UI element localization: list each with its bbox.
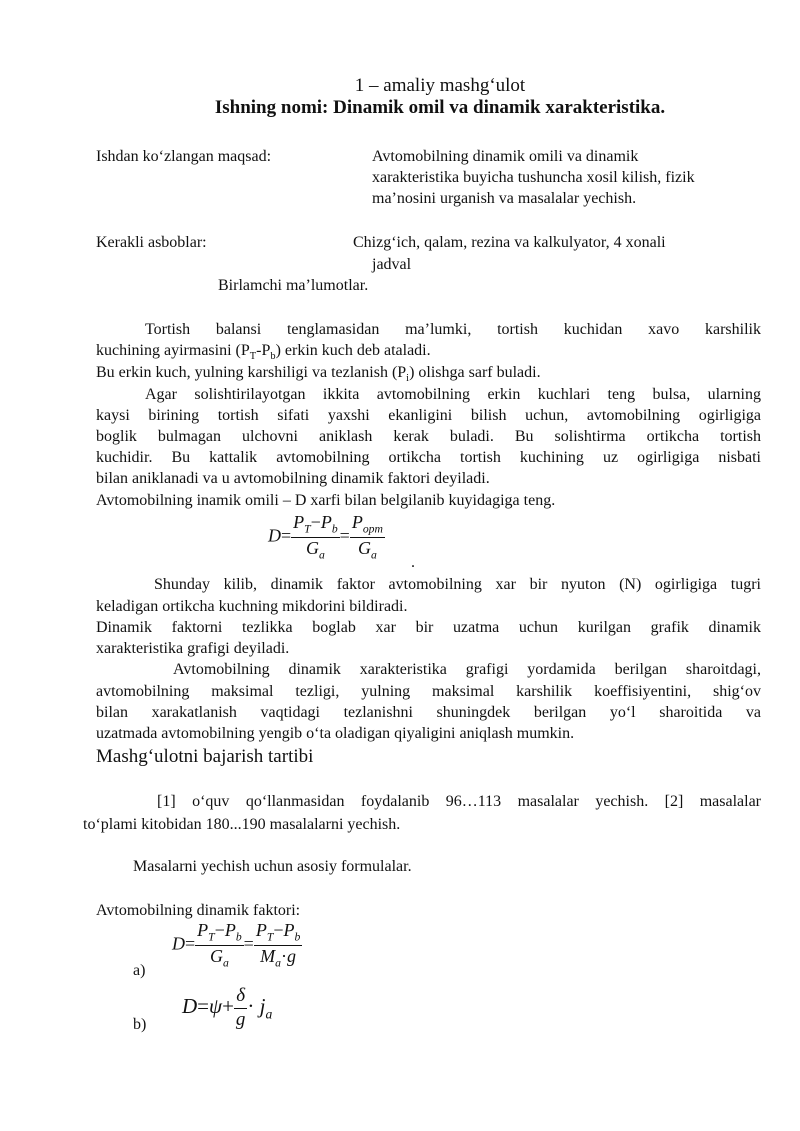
goal-text-line1: Avtomobilning dinamik omili va dinamik [372,148,639,165]
para4: Avtomobilning inamik omili – D xarfi bilan belgilanib kuyidagiga teng. [96,492,556,509]
procedure-line1: [1] o‘quv qo‘llanmasidan foydalanib 96…113 masalalar yechish. [2] masalalar [157,793,761,810]
goal-text-line2: xarakteristika buyicha tushuncha xosil kilish, fizik [372,169,695,186]
para3-line3: boglik bulmagan ulchovni aniklash kerak buladi. Bu solishtirma ortikcha tortish [96,428,761,445]
tools-text-line2: jadval [372,256,412,273]
para1-line1: Tortish balansi tenglamasidan ma’lumki, tortish kuchidan xavo karshilik [145,321,761,338]
page-title: Ishning nomi: Dinamik omil va dinamik xarakteristika. [214,97,666,118]
para1-line2: kuchining ayirmasini $(P_T-P_b)$ erkin kuch deb ataladi. [96,342,431,363]
formula-b: D=ψ+ $\frac{\delta}{g}$ · $j_a$ [182,985,273,1030]
formula-a-label: a) [133,962,146,979]
formula-b-label: b) [133,1016,147,1033]
para3-line4: kuchidir. Bu kattalik avtomobilning ortikcha tortish kuchining uz ogirligiga nisbati [96,449,761,466]
fraction-free-force: $\frac{P_T-P_b}{G_a}$ [293,512,338,562]
para5-line2: keladigan ortikcha kuchning mikdorini bildiradi. [96,598,408,615]
equation-dynamic-factor: D= $\frac{P_T-P_b}{G_a}$ = $\frac{P_{opm}}{G_a}$ [268,512,383,562]
procedure-heading: Mashg‘ulotni bajarish tartibi [96,746,314,767]
para3-line1: Agar solishtirilayotgan ikkita avtomobilning erkin kuchlari teng bulsa, ularning [145,386,761,403]
tools-label: Kerakli asboblar: [96,234,207,251]
para7-line2: avtomobilning maksimal tezligi, yulning maksimal karshilik koeffisiyentini, shig‘ov [96,683,761,700]
lesson-number: 1 – amaliy mashg‘ulot [354,75,526,96]
equation-period: . [411,554,415,571]
para6-line2: xarakteristika grafigi deyiladi. [96,640,290,657]
para3-line2: kaysi birining tortish sifati yaxshi ekanligini bilish uchun, avtomobilning ogirligiga [96,407,761,424]
goal-text-line3: ma’nosini urganish va masalalar yechish. [372,190,637,207]
para7-line3: bilan xarakatlanish vaqtidagi tezlanishni shuningdek berilgan yo‘l sharoitida va [96,704,761,721]
primary-data-heading: Birlamchi ma’lumotlar. [218,277,369,294]
fraction-excess-force: $\frac{P_{opm}}{G_a}$ [351,512,383,562]
procedure-line2: to‘plami kitobidan 180...190 masalalarni yechish. [83,816,401,833]
para2: Bu erkin kuch, yulning karshiligi va tezlanish $(P_i)$ olishga sarf buladi. [96,364,541,385]
para5-line1: Shunday kilib, dinamik faktor avtomobilning xar bir nyuton (N) ogirligiga tugri [154,576,761,593]
tools-text-line1: Chizg‘ich, qalam, rezina va kalkulyator, 4 xonali [353,234,666,251]
formula-a: D= $\frac{P_T-P_b}{G_a}$ = $\frac{P_T-P_b}{M_a\cdot g}$ [172,920,301,970]
para3-line5: bilan aniklanadi va u avtomobilning dinamik faktori deyiladi. [96,470,490,487]
dynamic-factor-label: Avtomobilning dinamik faktori: [96,902,301,919]
formulas-intro: Masalarni yechish uchun asosiy formulalar. [133,858,412,875]
para6-line1: Dinamik faktorni tezlikka boglab xar bir uzatma uchun kurilgan grafik dinamik [96,619,761,636]
goal-label: Ishdan ko‘zlangan maqsad: [96,148,272,165]
para7-line4: uzatmada avtomobilning yengib o‘ta oladigan qiyaligini aniqlash mumkin. [96,725,575,742]
para7-line1: Avtomobilning dinamik xarakteristika grafigi yordamida berilgan sharoitdagi, [173,661,761,678]
